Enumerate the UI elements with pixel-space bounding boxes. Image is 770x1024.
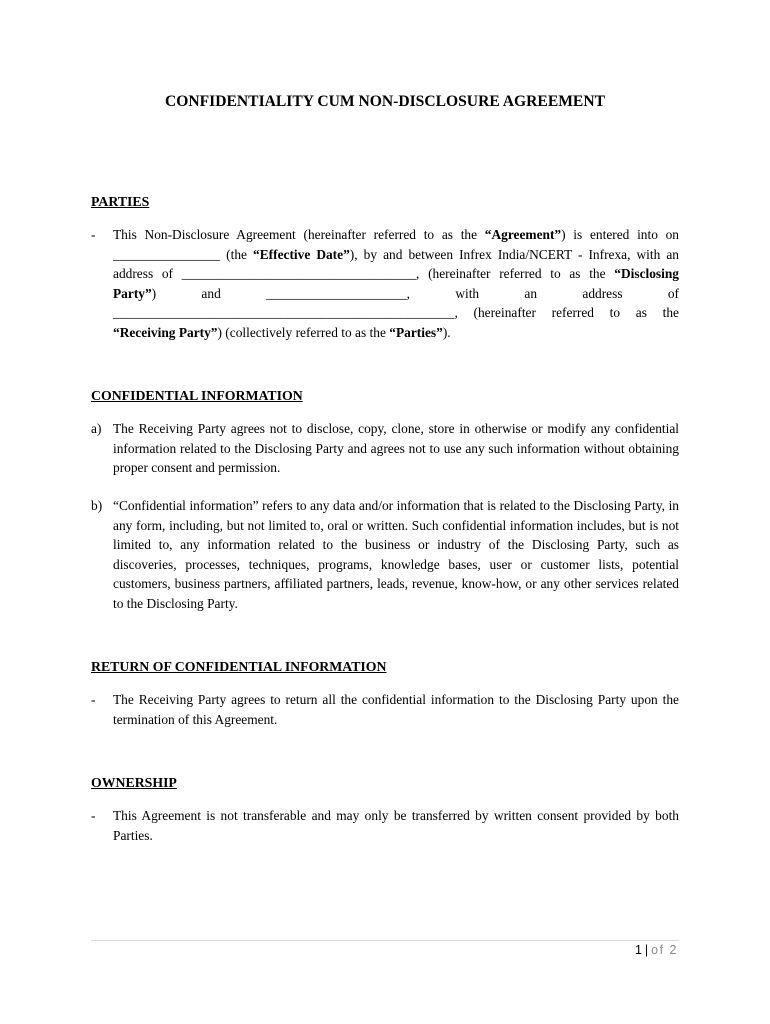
page-total: of 2 — [651, 943, 678, 957]
section-heading-confidential-information: CONFIDENTIAL INFORMATION — [91, 388, 303, 403]
section-heading-parties: PARTIES — [91, 194, 150, 209]
list-marker: b) — [91, 498, 103, 513]
confidential-clause-a-text: The Receiving Party agrees not to disclose, copy, clone, store in otherwise or modify any confidential information related to the Disclosing Party and agrees not to use any such information without obtaining proper consent and permission. — [113, 421, 679, 475]
list-marker: - — [91, 808, 96, 823]
document-title: CONFIDENTIALITY CUM NON-DISCLOSURE AGREEMENT — [165, 93, 605, 110]
confidential-clause-a — [91, 419, 679, 478]
confidential-clause-b-text: “Confidential information” refers to any data and/or information that is related to the Disclosing Party, in any form, including, but not limited to, oral or written. Such confidential information includes, but is not limited to, any information related to the business or industry of the Disclosing Party, such as discoveries, processes, techniques, programs, knowledge bases, user or customer lists, potential customers, business partners, affiliated partners, leads, revenue, know-how, or any other services related to the Disclosing Party. — [113, 498, 679, 611]
page-separator: | — [644, 943, 649, 957]
ownership-clause-text: This Agreement is not transferable and may only be transferred by written consent provided by both Parties. — [113, 808, 679, 843]
parties-clause — [91, 225, 679, 342]
return-clause — [91, 690, 679, 729]
list-marker: - — [91, 692, 96, 707]
ownership-clause — [91, 806, 679, 845]
page-number — [635, 943, 678, 957]
confidential-clause-b — [91, 496, 679, 613]
list-marker: a) — [91, 421, 102, 436]
list-marker: - — [91, 227, 96, 242]
current-page: 1 — [634, 943, 642, 957]
footer-divider — [91, 940, 679, 941]
return-clause-text: The Receiving Party agrees to return all the confidential information to the Disclosing Party upon the termination of this Agreement. — [113, 692, 679, 727]
parties-text: This Non-Disclosure Agreement (hereinafter referred to as the “Agreement”) is entered into on ________________ (the “Effective Date”), by and between Infrex India/NCERT - Infrexa, with an address of ___________________________________, (hereinafter referred to as the “Disclosing Party”) and _____________________, with an address of ___________________________________________________, (hereinafter referred to as the “Receiving Party”) (collectively referred to as the “Parties”). — [113, 227, 680, 340]
section-heading-ownership: OWNERSHIP — [91, 775, 177, 790]
section-heading-return: RETURN OF CONFIDENTIAL INFORMATION — [91, 659, 387, 674]
